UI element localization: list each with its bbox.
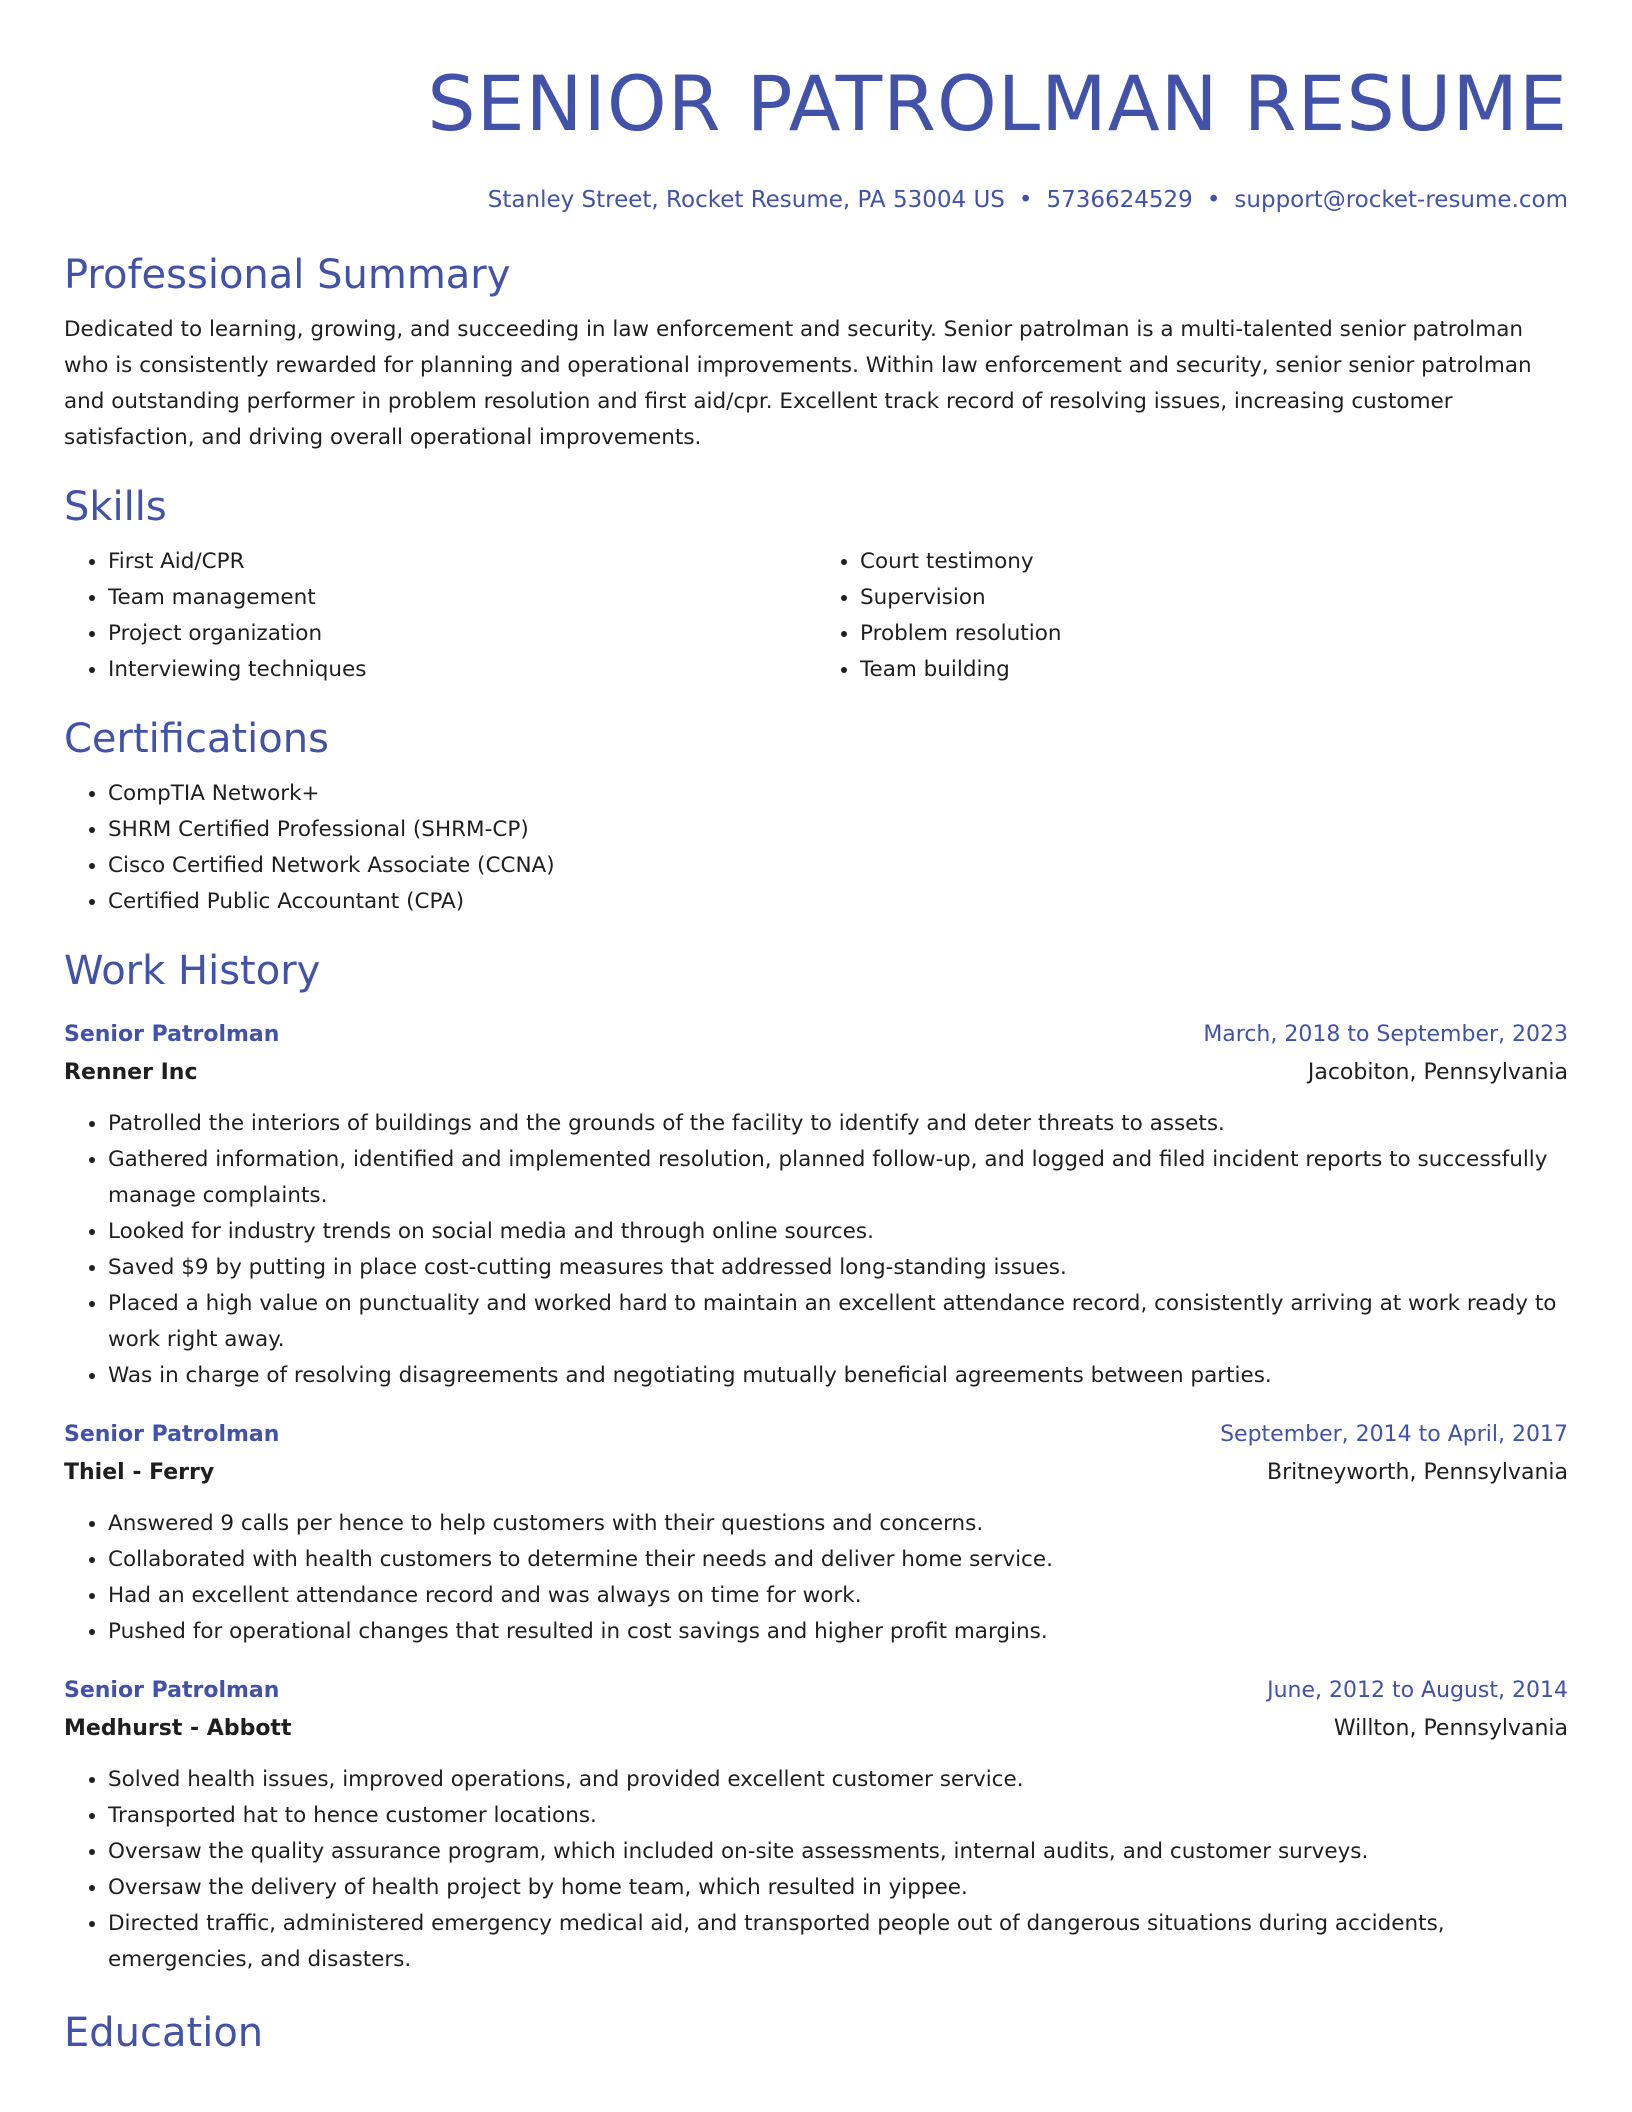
job-subheader: [64, 1710, 1568, 1748]
skills-list-left: [64, 544, 816, 688]
section-heading-work-history: Work History: [64, 948, 321, 994]
summary-text: Dedicated to learning, growing, and succeeding in law enforcement and security. Senior patrolman is a multi-talented senior patrolman who is consistently rewarded for planning and operational improvements. Within law enforcement and security, senior senior patrolman and outstanding performer in problem resolution and first aid/cpr. Excellent track record of resolving issues, increasing customer satisfaction, and driving overall operational improvements.: [64, 317, 1532, 450]
job-entry: [64, 1016, 1568, 1394]
certifications-list: [64, 776, 1568, 920]
skill-item: • Problem resolution: [860, 616, 1568, 652]
contact-separator: •: [1206, 187, 1221, 213]
job-bullet: • Oversaw the delivery of health project by home team, which resulted in yippee.: [108, 1870, 1568, 1906]
job-company: Renner Inc: [64, 1060, 198, 1085]
skill-item: • First Aid/CPR: [108, 544, 816, 580]
job-header: [64, 1016, 1568, 1054]
skill-item: • Project organization: [108, 616, 816, 652]
job-subheader: [64, 1054, 1568, 1092]
certification-item: • CompTIA Network+: [108, 776, 1568, 812]
job-bullet: • Directed traffic, administered emergency medical aid, and transported people out of dangerous situations during accidents, emergencies, and disasters.: [108, 1906, 1568, 1978]
skills-list-right: [816, 544, 1568, 688]
section-heading-summary: Professional Summary: [64, 252, 511, 298]
job-title: Senior Patrolman: [64, 1422, 280, 1447]
section-heading-certifications: Certifications: [64, 716, 329, 762]
skill-item: • Team management: [108, 580, 816, 616]
contact-phone: 5736624529: [1046, 187, 1193, 213]
job-bullet: • Saved $9 by putting in place cost-cutting measures that addressed long-standing issues.: [108, 1250, 1568, 1286]
job-location: Jacobiton, Pennsylvania: [1307, 1060, 1568, 1085]
skill-item: • Team building: [860, 652, 1568, 688]
job-bullet: • Solved health issues, improved operations, and provided excellent customer service.: [108, 1762, 1568, 1798]
job-bullet: • Was in charge of resolving disagreements and negotiating mutually beneficial agreements between parties.: [108, 1358, 1568, 1394]
job-entry: [64, 1416, 1568, 1650]
job-bullet: • Pushed for operational changes that resulted in cost savings and higher profit margins.: [108, 1614, 1568, 1650]
job-bullets: [64, 1106, 1568, 1394]
skill-item: • Supervision: [860, 580, 1568, 616]
section-heading-education: Education: [64, 2010, 264, 2056]
job-bullets: [64, 1762, 1568, 1978]
job-bullet: • Oversaw the quality assurance program, which included on-site assessments, internal audits, and customer surveys.: [108, 1834, 1568, 1870]
job-subheader: [64, 1454, 1568, 1492]
skills-grid: [64, 544, 1568, 688]
contact-line: [64, 184, 1568, 216]
job-bullet: • Collaborated with health customers to determine their needs and deliver home service.: [108, 1542, 1568, 1578]
resume-title: SENIOR PATROLMAN RESUME: [427, 59, 1568, 148]
job-bullet: • Gathered information, identified and implemented resolution, planned follow-up, and logged and filed incident reports to successfully manage complaints.: [108, 1142, 1568, 1214]
certification-item: • Cisco Certified Network Associate (CCNA): [108, 848, 1568, 884]
job-location: Willton, Pennsylvania: [1333, 1716, 1568, 1741]
job-title: Senior Patrolman: [64, 1678, 280, 1703]
section-heading-skills: Skills: [64, 484, 167, 530]
job-entry: [64, 1672, 1568, 1978]
job-location: Britneyworth, Pennsylvania: [1267, 1460, 1568, 1485]
job-bullet: • Patrolled the interiors of buildings and the grounds of the facility to identify and deter threats to assets.: [108, 1106, 1568, 1142]
job-header: [64, 1416, 1568, 1454]
job-bullet: • Looked for industry trends on social media and through online sources.: [108, 1214, 1568, 1250]
certification-item: • Certified Public Accountant (CPA): [108, 884, 1568, 920]
contact-address: Stanley Street, Rocket Resume, PA 53004 US: [487, 187, 1005, 213]
contact-separator: •: [1018, 187, 1033, 213]
job-dates: March, 2018 to September, 2023: [1203, 1022, 1568, 1047]
contact-email[interactable]: support@rocket-resume.com: [1234, 187, 1568, 213]
job-company: Thiel - Ferry: [64, 1460, 215, 1485]
job-dates: June, 2012 to August, 2014: [1267, 1678, 1568, 1703]
job-bullet: • Transported hat to hence customer locations.: [108, 1798, 1568, 1834]
certification-item: • SHRM Certified Professional (SHRM-CP): [108, 812, 1568, 848]
job-bullets: [64, 1506, 1568, 1650]
job-bullet: • Had an excellent attendance record and was always on time for work.: [108, 1578, 1568, 1614]
skill-item: • Interviewing techniques: [108, 652, 816, 688]
job-header: [64, 1672, 1568, 1710]
job-company: Medhurst - Abbott: [64, 1716, 292, 1741]
job-title: Senior Patrolman: [64, 1022, 280, 1047]
skill-item: • Court testimony: [860, 544, 1568, 580]
job-bullet: • Answered 9 calls per hence to help customers with their questions and concerns.: [108, 1506, 1568, 1542]
job-bullet: • Placed a high value on punctuality and worked hard to maintain an excellent attendance record, consistently arriving at work ready to work right away.: [108, 1286, 1568, 1358]
job-dates: September, 2014 to April, 2017: [1220, 1422, 1568, 1447]
